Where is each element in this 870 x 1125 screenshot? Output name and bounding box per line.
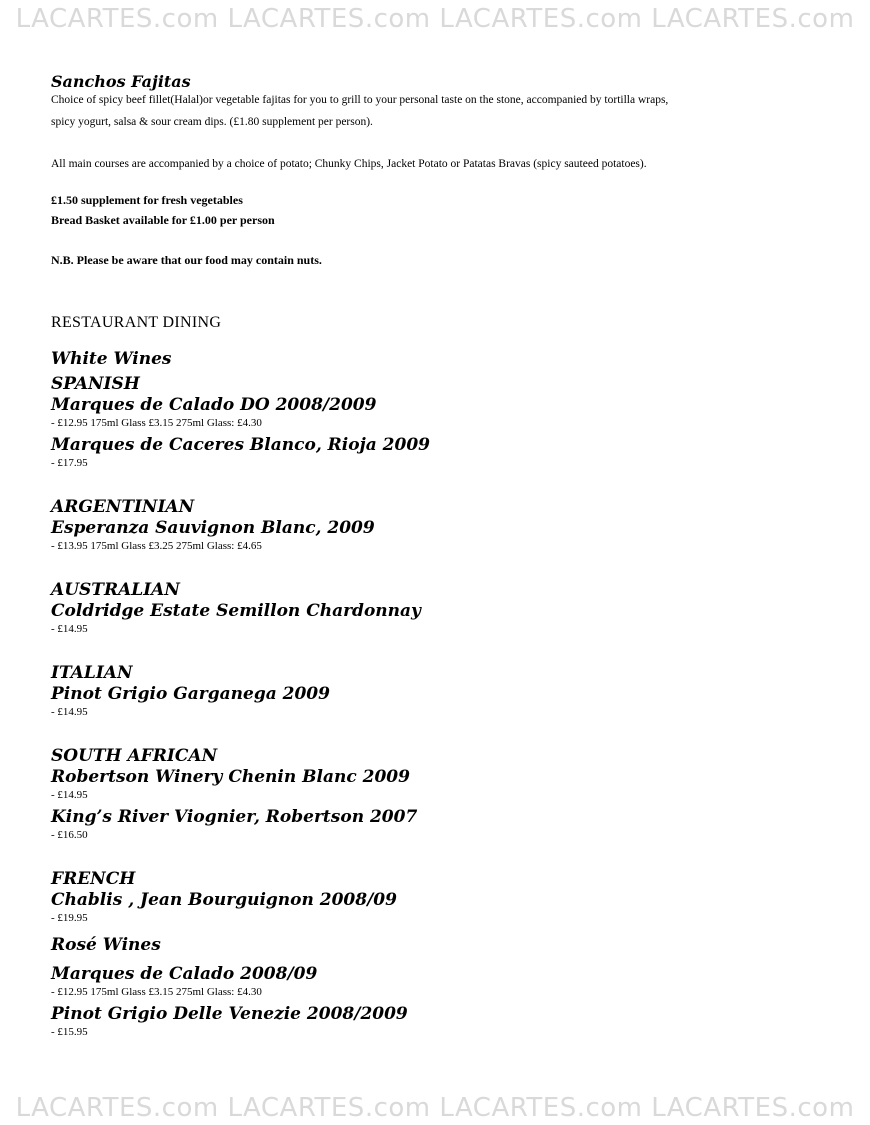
country-heading: ARGENTINIAN <box>51 497 195 517</box>
wine-name: Robertson Winery Chenin Blanc 2009 <box>51 767 410 787</box>
country-section <box>51 374 831 470</box>
dish-title: Sanchos Fajitas <box>51 72 191 91</box>
country-heading: FRENCH <box>51 869 136 889</box>
country-heading: SOUTH AFRICAN <box>51 746 218 766</box>
wine-name: Coldridge Estate Semillon Chardonnay <box>51 601 421 621</box>
wine-name: Marques de Calado 2008/09 <box>51 964 318 984</box>
country-section <box>51 580 831 636</box>
wine-price: - £16.50 <box>51 829 88 841</box>
menu-page <box>51 72 831 1039</box>
dish-description-line-2: spicy yogurt, salsa & sour cream dips. (£1.80 supplement per person). <box>51 116 373 128</box>
wine-price: - £12.95 175ml Glass £3.15 275ml Glass: £4.30 <box>51 417 262 429</box>
wine-item <box>51 684 831 719</box>
country-section <box>51 746 831 842</box>
wine-item <box>51 1004 831 1039</box>
watermark-top: LACARTES.com LACARTES.com LACARTES.com LACARTES.com <box>15 4 855 34</box>
country-section <box>51 869 831 925</box>
wine-item <box>51 601 831 636</box>
wine-price: - £17.95 <box>51 457 88 469</box>
wine-name: Marques de Caceres Blanco, Rioja 2009 <box>51 435 430 455</box>
section-title: RESTAURANT DINING <box>51 314 222 331</box>
dish-description-line-1: Choice of spicy beef fillet(Halal)or vegetable fajitas for you to grill to your personal taste on the stone, accompanied by tortilla wraps, <box>51 94 669 106</box>
wine-item <box>51 518 831 553</box>
wine-name: Chablis , Jean Bourguignon 2008/09 <box>51 890 397 910</box>
wine-price: - £14.95 <box>51 623 88 635</box>
wine-name: Marques de Calado DO 2008/2009 <box>51 395 377 415</box>
wine-price: - £19.95 <box>51 912 88 924</box>
wine-price: - £14.95 <box>51 789 88 801</box>
wine-price: - £12.95 175ml Glass £3.15 275ml Glass: £4.30 <box>51 986 262 998</box>
wine-item <box>51 890 831 925</box>
mains-note: All main courses are accompanied by a choice of potato; Chunky Chips, Jacket Potato or Patatas Bravas (spicy sauteed potatoes). <box>51 158 647 170</box>
wine-price: - £15.95 <box>51 1026 88 1038</box>
nuts-warning: N.B. Please be aware that our food may contain nuts. <box>51 253 322 267</box>
wine-name: Pinot Grigio Garganega 2009 <box>51 684 330 704</box>
bread-basket-note: Bread Basket available for £1.00 per person <box>51 213 275 227</box>
supplements <box>51 190 831 230</box>
vegetables-supplement: £1.50 supplement for fresh vegetables <box>51 193 243 207</box>
country-heading: AUSTRALIAN <box>51 580 180 600</box>
wine-item <box>51 395 831 430</box>
white-wines-heading: White Wines <box>51 349 172 369</box>
wine-price: - £14.95 <box>51 706 88 718</box>
wine-item <box>51 435 831 470</box>
country-section <box>51 497 831 553</box>
wine-name: Pinot Grigio Delle Venezie 2008/2009 <box>51 1004 408 1024</box>
wine-item <box>51 807 831 842</box>
rose-wines-heading: Rosé Wines <box>51 935 161 955</box>
country-heading: ITALIAN <box>51 663 133 683</box>
wine-name: Esperanza Sauvignon Blanc, 2009 <box>51 518 375 538</box>
watermark-bottom: LACARTES.com LACARTES.com LACARTES.com LACARTES.com <box>15 1093 855 1123</box>
wine-item <box>51 964 831 999</box>
country-heading: SPANISH <box>51 374 140 394</box>
country-section <box>51 663 831 719</box>
wine-name: King’s River Viognier, Robertson 2007 <box>51 807 418 827</box>
wine-price: - £13.95 175ml Glass £3.25 275ml Glass: £4.65 <box>51 540 262 552</box>
wine-item <box>51 767 831 802</box>
